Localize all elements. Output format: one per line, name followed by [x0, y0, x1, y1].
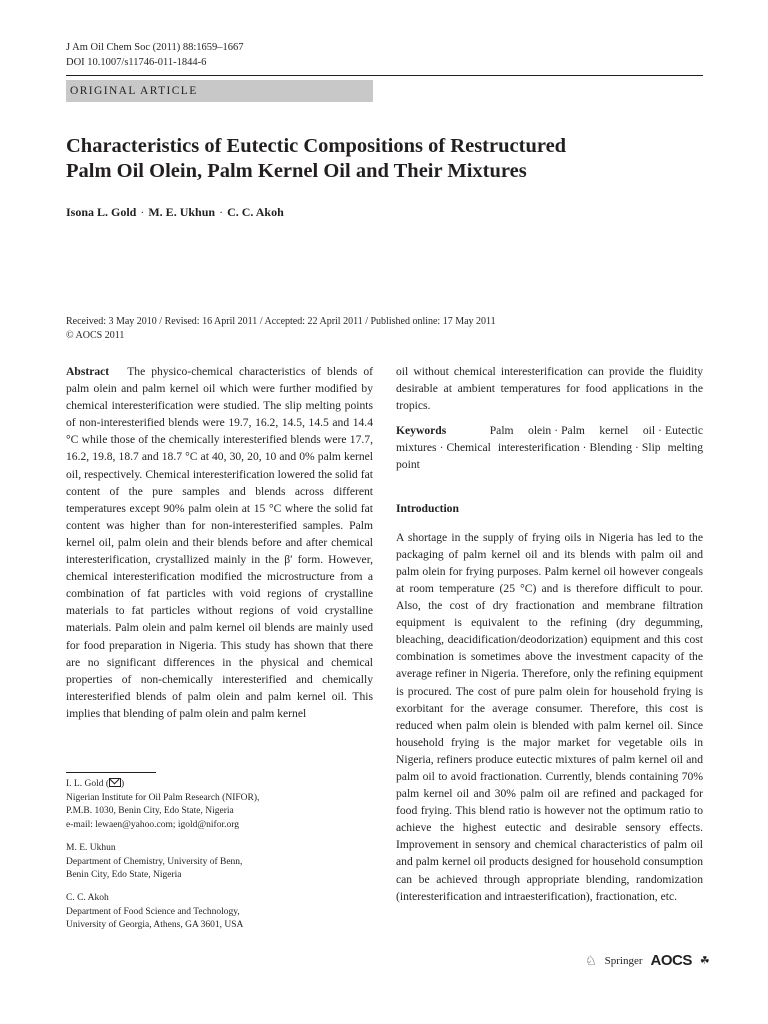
title-line-1: Characteristics of Eutectic Compositions of Restructured	[66, 135, 567, 157]
abstract-label: Abstract	[66, 365, 110, 378]
springer-logo-text: Springer	[604, 954, 643, 967]
keywords-label: Keywords	[396, 424, 447, 438]
journal-citation	[66, 40, 244, 70]
abstract-text: The physico-chemical characteristics of blends of palm olein and palm kernel oil which were further modified by chemical interesterification were studied. The slip melting points of non-interesterified blends were 19.7, 16.2, 14.5, 14.5 and 14.4 °C while those of the chemically interesterified blends were 17.7, 16.2, 19.8, 18.7 and 18.7 °C at 40, 30, 20, 10 and 0% palm kernel oil, respectively. Chemical interesterification lowered the solid fat content of the pure samples and blends across different temperatures except 90% palm olein at 15 °C where the solid fat content was higher than for non-interesterified samples. Palm kernel oil, palm olein and their blends before and after chemical interesterification, crystallized mainly in the β′ form. However, chemical interesterification modified the microstructure from a combination of fat particles with void regions of crystalline materials to fat particles without regions of void crystalline materials. Palm olein and palm kernel oil blends are mainly used for food preparation in Nigeria. This study has shown that there are no significant differences in the physical and chemical properties of non-chemically interesterified and chemically interesterified blends of palm olein and palm kernel oil. This implies that blending of palm olein and palm kernel	[66, 365, 373, 720]
article-title	[66, 134, 686, 184]
footnote-rule	[66, 772, 156, 773]
article-type-banner: ORIGINAL ARTICLE	[66, 80, 373, 102]
abstract-continuation: oil without chemical interesterification can provide the fluidity desirable at ambient temperatures for food applications in the tropics.	[396, 365, 703, 413]
introduction-paragraph: A shortage in the supply of frying oils in Nigeria has led to the packaging of palm kernel oil and its blends with palm oil and palm olein for frying purposes. Palm kernel oil however congeals at room temperature (25 °C) and is therefore difficult to pour. Also, the cost of dry fractionation and membrane filtration equipment is equivalent to the refining (dry degumming, bleaching, deacidification/deodorization) equipment and this cost combination is sometimes above the investment capacity of the average refiner in Nigeria. Therefore, only the refining equipment is procured. The cost of pure palm olein for household frying is exorbitant for the average consumer. Therefore, this cost is reduced when palm olein is blended with palm kernel oil. Since household frying is the major market for vegetable oils in Nigeria, refiners produce eutectic mixtures of palm kernel oil and palm oil to avoid fractionation. Currently, blends containing 70% palm kernel oil and 30% palm oil are refined and packaged for food frying. This blend ratio is however not the optimum ratio to achieve the highest eutectic and desirable sensory effects. Improvement in sensory and chemical characteristics of palm oil and palm kernel oil products designed for household consumption can be achieved through appropriate blending, randomization (interesterification and intraesterification), fractionation, etc.	[396, 530, 703, 903]
abstract-paragraph	[66, 363, 373, 722]
affiliation-line: University of Georgia, Athens, GA 3601, USA	[66, 920, 244, 931]
affiliation-line: P.M.B. 1030, Benin City, Edo State, Nigeria	[66, 806, 234, 817]
affiliation-gold: I. L. Gold ( ) Nigerian Institute for Oil Palm Research (NIFOR), P.M.B. 1030, Benin City, Edo State, Nigeria e-mail: lewaen@yahoo.com; igold@nifor.org	[66, 778, 373, 832]
keyword: Chemical interesterification	[446, 441, 580, 455]
keywords-paragraph: Keywords Palm olein · Palm kernel oil · Eutectic mixtures · Chemical interesterification · Blending · Slip melting point	[396, 424, 703, 472]
section-heading-introduction: Introduction	[396, 501, 459, 515]
aocs-logo: AOCS	[650, 952, 692, 969]
affiliation-line: Department of Food Science and Technology,	[66, 906, 240, 917]
author-list	[66, 205, 284, 220]
copyright-line: © AOCS 2011	[66, 330, 125, 341]
publisher-logos	[585, 952, 710, 969]
keyword: Palm olein	[489, 424, 552, 438]
springer-horse-icon: ♘	[585, 952, 597, 968]
affiliation-ukhun	[66, 842, 373, 883]
dates-line: Received: 3 May 2010 / Revised: 16 April 2011 / Accepted: 22 April 2011 / Published online: 17 May 2011	[66, 316, 496, 327]
affiliation-akoh	[66, 892, 373, 933]
doi-line: DOI 10.1007/s11746-011-1844-6	[66, 57, 207, 68]
keyword: Palm kernel oil	[561, 424, 656, 438]
journal-line: J Am Oil Chem Soc (2011) 88:1659–1667	[66, 42, 244, 53]
header-rule	[66, 75, 703, 76]
affiliation-name: I. L. Gold	[66, 779, 104, 789]
envelope-icon	[109, 778, 121, 787]
author-separator: ·	[140, 205, 145, 219]
affiliation-name: M. E. Ukhun	[66, 843, 116, 853]
title-line-2: Palm Oil Olein, Palm Kernel Oil and Their Mixtures	[66, 160, 527, 182]
aocs-leaf-icon: ☘	[699, 955, 710, 967]
author-1[interactable]: Isona L. Gold	[66, 205, 137, 219]
affiliation-line: Nigerian Institute for Oil Palm Research (NIFOR),	[66, 792, 260, 803]
email-line[interactable]: e-mail: lewaen@yahoo.com; igold@nifor.org	[66, 819, 239, 830]
keyword: Blending	[589, 441, 633, 455]
author-3[interactable]: C. C. Akoh	[227, 205, 284, 219]
affiliation-line: Benin City, Edo State, Nigeria	[66, 870, 182, 881]
author-2[interactable]: M. E. Ukhun	[148, 205, 216, 219]
right-column	[396, 363, 703, 905]
left-column	[66, 363, 373, 722]
affiliation-name: C. C. Akoh	[66, 893, 109, 903]
affiliation-line: Department of Chemistry, University of Benn,	[66, 856, 243, 867]
article-history	[66, 315, 496, 343]
keyword: Slip melting point	[396, 441, 703, 472]
author-separator: ·	[219, 205, 224, 219]
keyword: Eutectic mixtures	[396, 424, 703, 455]
